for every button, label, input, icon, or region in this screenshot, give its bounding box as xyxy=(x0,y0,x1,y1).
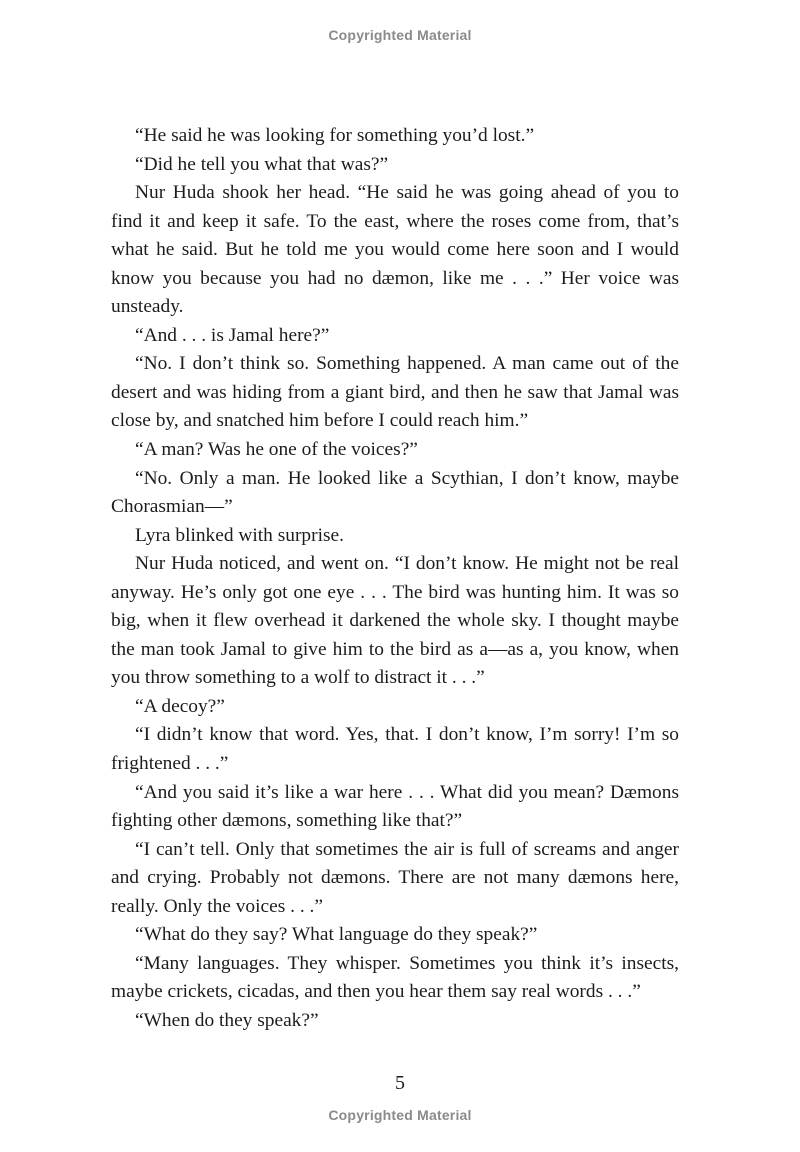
paragraph-15: “Many languages. They whisper. Sometimes you think it’s insects, maybe crickets, cicadas, and then you hear them say real words . . .” xyxy=(111,952,679,1003)
paragraph-5: “No. I don’t think so. Something happened. A man came out of the desert and was hiding from a giant bird, and then he saw that Jamal was close by, and snatched him before I could reach him.” xyxy=(111,353,679,432)
paragraph-14: “What do they say? What language do they speak?” xyxy=(135,924,538,946)
paragraph-10: “A decoy?” xyxy=(135,695,225,717)
paragraph-6: “A man? Was he one of the voices?” xyxy=(135,439,418,461)
paragraph-2: “Did he tell you what that was?” xyxy=(135,153,389,175)
page-body xyxy=(111,122,679,1036)
page-number: 5 xyxy=(395,1072,405,1094)
paragraph-8: Lyra blinked with surprise. xyxy=(135,524,344,546)
paragraph-1: “He said he was looking for something you’d lost.” xyxy=(135,125,535,146)
paragraph-7: “No. Only a man. He looked like a Scythian, I don’t know, maybe Chorasmian—” xyxy=(111,467,679,518)
copyright-header: Copyrighted Material xyxy=(328,27,472,43)
paragraph-9: Nur Huda noticed, and went on. “I don’t know. He might not be real anyway. He’s only got one eye . . . The bird was hunting him. It was so big, when it flew overhead it darkened the whole sky. I thought maybe the man took Jamal to give him to the bird as a—as a, you know, when you throw something to a wolf to distract it . . .” xyxy=(111,553,679,689)
paragraph-13: “I can’t tell. Only that sometimes the air is full of screams and anger and crying. Probably not dæmons. There are not many dæmons here, really. Only the voices . . .” xyxy=(111,838,679,917)
paragraph-3: Nur Huda shook her head. “He said he was going ahead of you to find it and keep it safe. To the east, where the roses come from, that’s what he said. But he told me you would come here soon and I would know you because you had no dæmon, like me . . .” Her voice was unsteady. xyxy=(111,182,679,318)
paragraph-16: “When do they speak?” xyxy=(135,1009,319,1031)
paragraph-12: “And you said it’s like a war here . . . What did you mean? Dæmons fighting other dæmons, something like that?” xyxy=(111,781,679,832)
paragraph-11: “I didn’t know that word. Yes, that. I don’t know, I’m sorry! I’m so frightened . . .” xyxy=(111,724,679,775)
paragraph-4: “And . . . is Jamal here?” xyxy=(135,324,330,346)
copyright-footer: Copyrighted Material xyxy=(328,1107,472,1123)
